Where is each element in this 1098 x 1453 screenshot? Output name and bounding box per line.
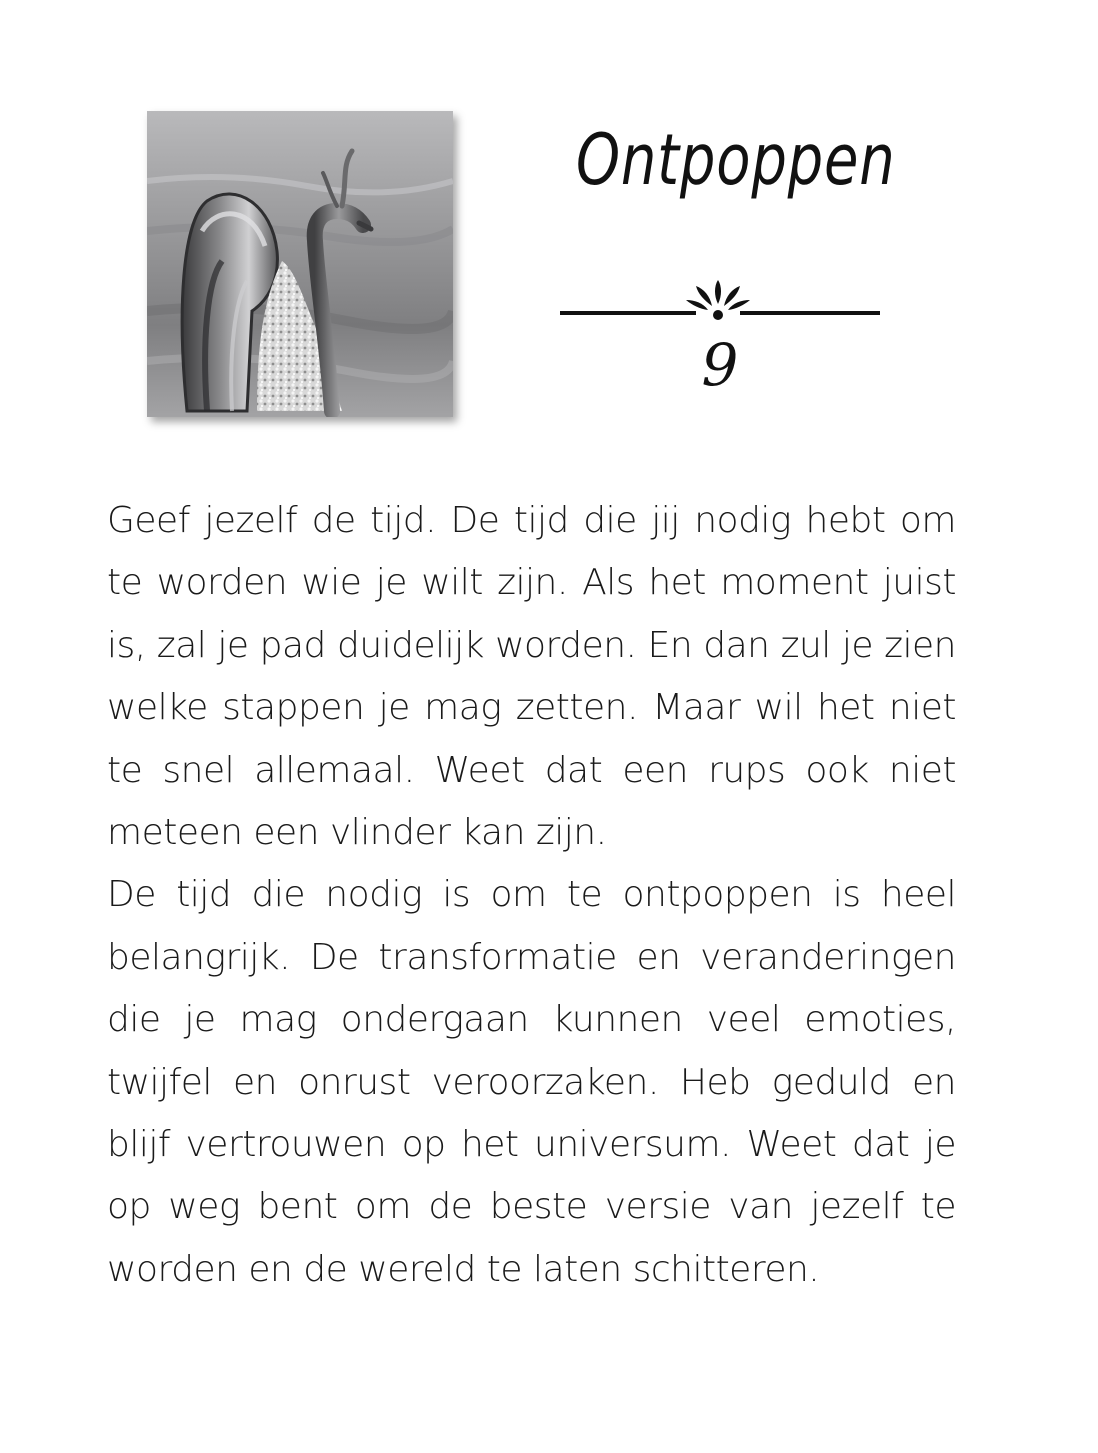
paragraph-1: Geef jezelf de tijd. De tijd die jij nodig hebt om te worden wie je wilt zijn. Als het moment juist is, zal je pad duidelijk worden. En dan zul je zien welke stappen je mag zetten. Maar wil het niet te snel allemaal. Weet dat een rups ook niet meteen een vlinder kan zijn.: [107, 500, 956, 854]
card-text: [107, 490, 956, 1301]
card-number: 9: [701, 331, 739, 399]
butterfly-painting-image: [147, 111, 453, 417]
paragraph-2: De tijd die nodig is om te ontpoppen is heel belangrijk. De transformatie en veranderingen die je mag ondergaan kunnen veel emoties, twijfel en onrust veroorzaken. Heb geduld en blijf vertrouwen op het universum. Weet dat je op weg bent om de beste versie van jezelf te worden en de wereld te laten schitteren.: [107, 874, 956, 1290]
card-title: Ontpoppen: [576, 119, 896, 201]
flourish-divider-icon: [556, 278, 884, 328]
